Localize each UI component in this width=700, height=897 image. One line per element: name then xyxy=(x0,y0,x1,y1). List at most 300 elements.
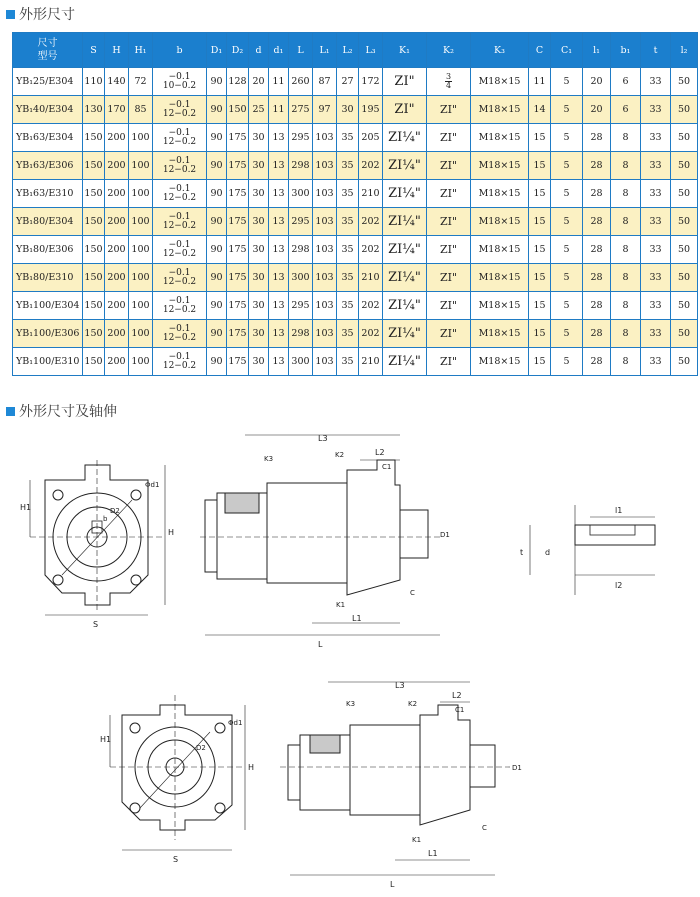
value-cell-l1: 28 xyxy=(583,124,611,152)
value-cell-l2: 50 xyxy=(671,124,698,152)
value-cell-d: 30 xyxy=(249,320,269,348)
fraction-numerator: 3 xyxy=(445,72,452,81)
header-cell: L₃ xyxy=(359,33,383,68)
value-cell-k1: ZI¼" xyxy=(383,236,427,264)
value-cell-l2: 50 xyxy=(671,180,698,208)
tolerance-upper: −0.1 xyxy=(168,99,191,110)
dim-l1-lower-label: L1 xyxy=(428,849,438,858)
header-corner-bottom: 型号 xyxy=(37,51,58,62)
value-cell-l3: 210 xyxy=(359,348,383,376)
value-cell-d2: 175 xyxy=(227,348,249,376)
tolerance-lower: 12−0.2 xyxy=(162,332,197,343)
value-cell-l2: 35 xyxy=(337,292,359,320)
value-cell-d2: 128 xyxy=(227,68,249,96)
value-cell-k1: ZI" xyxy=(383,96,427,124)
value-cell-l2: 35 xyxy=(337,208,359,236)
front-view-flange-lower xyxy=(110,695,245,850)
header-cell: C xyxy=(529,33,551,68)
value-cell-c: 11 xyxy=(529,68,551,96)
value-cell-c: 15 xyxy=(529,348,551,376)
tolerance-cell xyxy=(153,96,207,124)
value-cell-d1: 13 xyxy=(269,320,289,348)
value-cell-l: 295 xyxy=(289,208,313,236)
value-cell-d: 30 xyxy=(249,348,269,376)
value-cell-t: 33 xyxy=(641,124,671,152)
dim-d1-lower-label: D1 xyxy=(512,764,522,772)
dim-l2-lower-label: L2 xyxy=(452,691,462,700)
k2-cell xyxy=(427,236,471,264)
table-row xyxy=(13,236,698,264)
value-cell-k3: M18×15 xyxy=(471,68,529,96)
drawing-section-title xyxy=(6,401,117,421)
drawing-section-label: 外形尺寸及轴伸 xyxy=(19,404,117,420)
value-cell-l3: 202 xyxy=(359,236,383,264)
table-body xyxy=(13,68,698,376)
value-cell-l3: 202 xyxy=(359,208,383,236)
value-cell-b1: 8 xyxy=(611,292,641,320)
table-row xyxy=(13,208,698,236)
value-cell-d1: 13 xyxy=(269,348,289,376)
value-cell-k1: ZI¼" xyxy=(383,292,427,320)
header-cell: H₁ xyxy=(129,33,153,68)
k2-value: ZI" xyxy=(439,159,458,172)
tolerance-lower: 10−0.2 xyxy=(162,80,197,91)
tolerance-lower: 12−0.2 xyxy=(162,360,197,371)
dim-c1-label: C1 xyxy=(382,463,392,471)
value-cell-d1: 90 xyxy=(207,348,227,376)
value-cell-l1: 28 xyxy=(583,152,611,180)
k2-cell xyxy=(427,264,471,292)
value-cell-s: 130 xyxy=(83,96,105,124)
value-cell-t: 33 xyxy=(641,264,671,292)
header-cell: l₂ xyxy=(671,33,698,68)
value-cell-h: 140 xyxy=(105,68,129,96)
dim-d2-label: D2 xyxy=(110,507,120,515)
value-cell-s: 150 xyxy=(83,180,105,208)
k2-cell xyxy=(427,152,471,180)
value-cell-h: 200 xyxy=(105,236,129,264)
dim-k1-lower-label: K1 xyxy=(412,836,422,844)
table-row xyxy=(13,180,698,208)
value-cell-d2: 175 xyxy=(227,124,249,152)
value-cell-t: 33 xyxy=(641,96,671,124)
value-cell-k1: ZI¼" xyxy=(383,180,427,208)
dim-h1-label: H1 xyxy=(20,503,32,512)
value-cell-l3: 202 xyxy=(359,152,383,180)
value-cell-l: 295 xyxy=(289,124,313,152)
value-cell-l1: 103 xyxy=(313,236,337,264)
tolerance-lower: 12−0.2 xyxy=(162,108,197,119)
value-cell-d1: 13 xyxy=(269,208,289,236)
dim-k1-label: K1 xyxy=(336,601,346,609)
value-cell-k3: M18×15 xyxy=(471,208,529,236)
value-cell-h1: 100 xyxy=(129,292,153,320)
value-cell-c1: 5 xyxy=(551,180,583,208)
value-cell-l2: 35 xyxy=(337,236,359,264)
value-cell-h1: 100 xyxy=(129,152,153,180)
value-cell-d1: 90 xyxy=(207,124,227,152)
dim-d2-lower-label: D2 xyxy=(196,744,206,752)
k2-value: ZI" xyxy=(439,299,458,312)
header-cell: L₂ xyxy=(337,33,359,68)
k2-value: ZI" xyxy=(439,243,458,256)
value-cell-k3: M18×15 xyxy=(471,96,529,124)
value-cell-s: 150 xyxy=(83,348,105,376)
value-cell-l: 275 xyxy=(289,96,313,124)
value-cell-d: 30 xyxy=(249,180,269,208)
header-cell: D₂ xyxy=(227,33,249,68)
header-cell: d₁ xyxy=(269,33,289,68)
value-cell-d2: 175 xyxy=(227,208,249,236)
value-cell-d: 30 xyxy=(249,152,269,180)
table-row xyxy=(13,96,698,124)
value-cell-d1: 13 xyxy=(269,236,289,264)
side-view-pump-lower xyxy=(280,682,510,875)
dim-h-lower-label: H xyxy=(248,763,255,772)
value-cell-d2: 175 xyxy=(227,236,249,264)
value-cell-h: 200 xyxy=(105,208,129,236)
value-cell-k3: M18×15 xyxy=(471,264,529,292)
value-cell-l1: 103 xyxy=(313,152,337,180)
tolerance-upper: −0.1 xyxy=(168,183,191,194)
value-cell-c: 15 xyxy=(529,292,551,320)
value-cell-d1: 90 xyxy=(207,292,227,320)
value-cell-b1: 8 xyxy=(611,264,641,292)
header-cell: S xyxy=(83,33,105,68)
value-cell-l1: 20 xyxy=(583,68,611,96)
value-cell-k1: ZI¼" xyxy=(383,264,427,292)
value-cell-l1: 103 xyxy=(313,264,337,292)
k2-fraction xyxy=(445,73,452,90)
k2-cell xyxy=(427,180,471,208)
value-cell-s: 150 xyxy=(83,208,105,236)
header-cell: K₂ xyxy=(427,33,471,68)
value-cell-d2: 175 xyxy=(227,292,249,320)
value-cell-d1: 90 xyxy=(207,264,227,292)
dim-l3-lower-label: L3 xyxy=(395,681,405,690)
value-cell-d1: 90 xyxy=(207,96,227,124)
value-cell-l3: 205 xyxy=(359,124,383,152)
value-cell-c1: 5 xyxy=(551,292,583,320)
value-cell-h: 200 xyxy=(105,348,129,376)
value-cell-c: 15 xyxy=(529,264,551,292)
value-cell-c: 15 xyxy=(529,320,551,348)
value-cell-t: 33 xyxy=(641,68,671,96)
value-cell-t: 33 xyxy=(641,320,671,348)
header-cell: b₁ xyxy=(611,33,641,68)
value-cell-l1: 28 xyxy=(583,320,611,348)
k2-cell xyxy=(427,320,471,348)
value-cell-l3: 202 xyxy=(359,292,383,320)
tolerance-upper: −0.1 xyxy=(168,267,191,278)
table-row xyxy=(13,68,698,96)
tolerance-upper: −0.1 xyxy=(168,71,191,82)
value-cell-h1: 100 xyxy=(129,180,153,208)
value-cell-h: 200 xyxy=(105,264,129,292)
k2-cell xyxy=(427,348,471,376)
value-cell-d2: 175 xyxy=(227,264,249,292)
dim-phid1-label: Φd1 xyxy=(145,481,160,489)
dim-d1-label: D1 xyxy=(440,531,450,539)
value-cell-c1: 5 xyxy=(551,208,583,236)
tolerance-lower: 12−0.2 xyxy=(162,276,197,287)
value-cell-h: 200 xyxy=(105,292,129,320)
value-cell-b1: 8 xyxy=(611,152,641,180)
value-cell-l: 295 xyxy=(289,292,313,320)
value-cell-k1: ZI¼" xyxy=(383,348,427,376)
value-cell-d1: 13 xyxy=(269,264,289,292)
value-cell-l2: 50 xyxy=(671,292,698,320)
side-view-pump xyxy=(200,435,440,635)
value-cell-l2: 50 xyxy=(671,348,698,376)
dim-t-label: t xyxy=(520,548,524,557)
header-corner-top: 尺寸 xyxy=(37,38,58,49)
dim-k3-lower-label: K3 xyxy=(346,700,356,708)
model-cell: YB₁63/E304 xyxy=(13,124,83,152)
value-cell-l3: 210 xyxy=(359,180,383,208)
value-cell-c: 15 xyxy=(529,152,551,180)
tolerance-lower: 12−0.2 xyxy=(162,248,197,259)
fraction-denominator: 4 xyxy=(445,81,452,90)
tolerance-cell xyxy=(153,68,207,96)
tolerance-lower: 12−0.2 xyxy=(162,220,197,231)
tolerance-upper: −0.1 xyxy=(168,295,191,306)
value-cell-t: 33 xyxy=(641,180,671,208)
tolerance-upper: −0.1 xyxy=(168,127,191,138)
dim-l-lower-label: L xyxy=(390,880,395,889)
value-cell-d1: 13 xyxy=(269,292,289,320)
model-cell: YB₁25/E304 xyxy=(13,68,83,96)
value-cell-d1: 13 xyxy=(269,180,289,208)
value-cell-k1: ZI¼" xyxy=(383,124,427,152)
value-cell-k1: ZI" xyxy=(383,68,427,96)
value-cell-l3: 202 xyxy=(359,320,383,348)
value-cell-b1: 8 xyxy=(611,236,641,264)
value-cell-h1: 100 xyxy=(129,236,153,264)
dim-l3-label: L3 xyxy=(318,434,328,443)
value-cell-k1: ZI¼" xyxy=(383,320,427,348)
value-cell-k3: M18×15 xyxy=(471,180,529,208)
value-cell-c: 14 xyxy=(529,96,551,124)
value-cell-h1: 100 xyxy=(129,208,153,236)
value-cell-d1: 13 xyxy=(269,124,289,152)
lower-drawing xyxy=(0,670,700,897)
value-cell-l2: 50 xyxy=(671,208,698,236)
value-cell-d1: 90 xyxy=(207,68,227,96)
dim-b-label: b xyxy=(103,515,108,523)
header-cell: K₃ xyxy=(471,33,529,68)
value-cell-k3: M18×15 xyxy=(471,348,529,376)
value-cell-l2: 50 xyxy=(671,68,698,96)
value-cell-t: 33 xyxy=(641,208,671,236)
value-cell-c1: 5 xyxy=(551,96,583,124)
dim-k2-label: K2 xyxy=(335,451,345,459)
header-cell: b xyxy=(153,33,207,68)
value-cell-l: 298 xyxy=(289,236,313,264)
model-cell: YB₁100/E310 xyxy=(13,348,83,376)
k2-value: ZI" xyxy=(439,327,458,340)
tolerance-lower: 12−0.2 xyxy=(162,136,197,147)
model-cell: YB₁40/E304 xyxy=(13,96,83,124)
value-cell-l3: 210 xyxy=(359,264,383,292)
value-cell-s: 150 xyxy=(83,264,105,292)
value-cell-h1: 100 xyxy=(129,264,153,292)
value-cell-d: 30 xyxy=(249,208,269,236)
table-row xyxy=(13,320,698,348)
value-cell-l1: 20 xyxy=(583,96,611,124)
value-cell-l1: 103 xyxy=(313,320,337,348)
value-cell-d1: 90 xyxy=(207,236,227,264)
value-cell-h: 200 xyxy=(105,152,129,180)
value-cell-l2: 35 xyxy=(337,264,359,292)
value-cell-s: 150 xyxy=(83,152,105,180)
header-cell: H xyxy=(105,33,129,68)
k2-value: ZI" xyxy=(439,103,458,116)
value-cell-l3: 172 xyxy=(359,68,383,96)
k2-value: ZI" xyxy=(439,131,458,144)
table-header-row xyxy=(13,33,698,68)
table-row xyxy=(13,292,698,320)
value-cell-d1: 90 xyxy=(207,208,227,236)
value-cell-c1: 5 xyxy=(551,264,583,292)
section-marker-icon xyxy=(6,407,15,416)
value-cell-d: 20 xyxy=(249,68,269,96)
tolerance-cell xyxy=(153,180,207,208)
value-cell-d: 30 xyxy=(249,236,269,264)
value-cell-l2: 35 xyxy=(337,180,359,208)
value-cell-l1: 87 xyxy=(313,68,337,96)
value-cell-b1: 8 xyxy=(611,320,641,348)
value-cell-l2: 35 xyxy=(337,348,359,376)
tolerance-lower: 12−0.2 xyxy=(162,304,197,315)
value-cell-t: 33 xyxy=(641,292,671,320)
dim-l1-shaft-label: l1 xyxy=(615,506,623,515)
header-cell: D₁ xyxy=(207,33,227,68)
value-cell-k1: ZI¼" xyxy=(383,152,427,180)
k2-value: ZI" xyxy=(439,271,458,284)
value-cell-l2: 35 xyxy=(337,152,359,180)
value-cell-c: 15 xyxy=(529,180,551,208)
value-cell-l3: 195 xyxy=(359,96,383,124)
value-cell-d: 25 xyxy=(249,96,269,124)
section-marker-icon xyxy=(6,10,15,19)
value-cell-d: 30 xyxy=(249,124,269,152)
value-cell-l1: 103 xyxy=(313,208,337,236)
value-cell-b1: 8 xyxy=(611,124,641,152)
value-cell-l1: 103 xyxy=(313,180,337,208)
tolerance-cell xyxy=(153,348,207,376)
table-row xyxy=(13,124,698,152)
value-cell-l1: 28 xyxy=(583,208,611,236)
value-cell-l: 300 xyxy=(289,348,313,376)
tolerance-cell xyxy=(153,152,207,180)
value-cell-b1: 8 xyxy=(611,348,641,376)
tolerance-cell xyxy=(153,320,207,348)
tolerance-upper: −0.1 xyxy=(168,155,191,166)
tolerance-cell xyxy=(153,236,207,264)
value-cell-h: 200 xyxy=(105,320,129,348)
dim-c1-lower-label: C1 xyxy=(455,706,465,714)
value-cell-l1: 28 xyxy=(583,236,611,264)
value-cell-h1: 85 xyxy=(129,96,153,124)
table-row xyxy=(13,264,698,292)
dim-k2-lower-label: K2 xyxy=(408,700,418,708)
value-cell-l2: 50 xyxy=(671,96,698,124)
value-cell-k1: ZI¼" xyxy=(383,208,427,236)
value-cell-c: 15 xyxy=(529,124,551,152)
header-cell: L₁ xyxy=(313,33,337,68)
value-cell-h1: 72 xyxy=(129,68,153,96)
value-cell-c1: 5 xyxy=(551,152,583,180)
value-cell-c1: 5 xyxy=(551,68,583,96)
tolerance-lower: 12−0.2 xyxy=(162,192,197,203)
model-cell: YB₁100/E304 xyxy=(13,292,83,320)
k2-cell xyxy=(427,124,471,152)
value-cell-b1: 6 xyxy=(611,68,641,96)
value-cell-l2: 30 xyxy=(337,96,359,124)
model-cell: YB₁63/E306 xyxy=(13,152,83,180)
value-cell-c: 15 xyxy=(529,208,551,236)
value-cell-l1: 28 xyxy=(583,180,611,208)
header-cell: d xyxy=(249,33,269,68)
value-cell-h1: 100 xyxy=(129,124,153,152)
value-cell-k3: M18×15 xyxy=(471,292,529,320)
value-cell-c: 15 xyxy=(529,236,551,264)
value-cell-b1: 8 xyxy=(611,180,641,208)
model-cell: YB₁80/E310 xyxy=(13,264,83,292)
value-cell-h: 200 xyxy=(105,124,129,152)
dim-c-label: C xyxy=(410,589,415,597)
value-cell-l1: 28 xyxy=(583,348,611,376)
header-cell: L xyxy=(289,33,313,68)
value-cell-d2: 175 xyxy=(227,152,249,180)
value-cell-t: 33 xyxy=(641,152,671,180)
value-cell-b1: 8 xyxy=(611,208,641,236)
value-cell-l1: 28 xyxy=(583,292,611,320)
model-cell: YB₁80/E304 xyxy=(13,208,83,236)
dim-d-label: d xyxy=(545,548,551,557)
value-cell-l1: 103 xyxy=(313,124,337,152)
value-cell-s: 110 xyxy=(83,68,105,96)
value-cell-t: 33 xyxy=(641,348,671,376)
tolerance-upper: −0.1 xyxy=(168,239,191,250)
value-cell-d2: 175 xyxy=(227,320,249,348)
value-cell-k3: M18×15 xyxy=(471,320,529,348)
value-cell-d1: 90 xyxy=(207,320,227,348)
value-cell-l: 300 xyxy=(289,264,313,292)
value-cell-l2: 27 xyxy=(337,68,359,96)
value-cell-c1: 5 xyxy=(551,348,583,376)
k2-value: ZI" xyxy=(439,187,458,200)
header-cell: t xyxy=(641,33,671,68)
k2-value: ZI" xyxy=(439,355,458,368)
value-cell-s: 150 xyxy=(83,320,105,348)
dim-l1-label: L1 xyxy=(352,614,362,623)
tolerance-cell xyxy=(153,264,207,292)
dim-l2-shaft-label: l2 xyxy=(615,581,623,590)
value-cell-k3: M18×15 xyxy=(471,152,529,180)
value-cell-d1: 11 xyxy=(269,68,289,96)
dim-phid1-lower-label: Φd1 xyxy=(228,719,243,727)
dim-l-label: L xyxy=(318,640,323,649)
value-cell-l: 298 xyxy=(289,320,313,348)
value-cell-s: 150 xyxy=(83,236,105,264)
value-cell-h: 170 xyxy=(105,96,129,124)
value-cell-c1: 5 xyxy=(551,320,583,348)
value-cell-l: 298 xyxy=(289,152,313,180)
value-cell-s: 150 xyxy=(83,292,105,320)
header-cell: l₁ xyxy=(583,33,611,68)
